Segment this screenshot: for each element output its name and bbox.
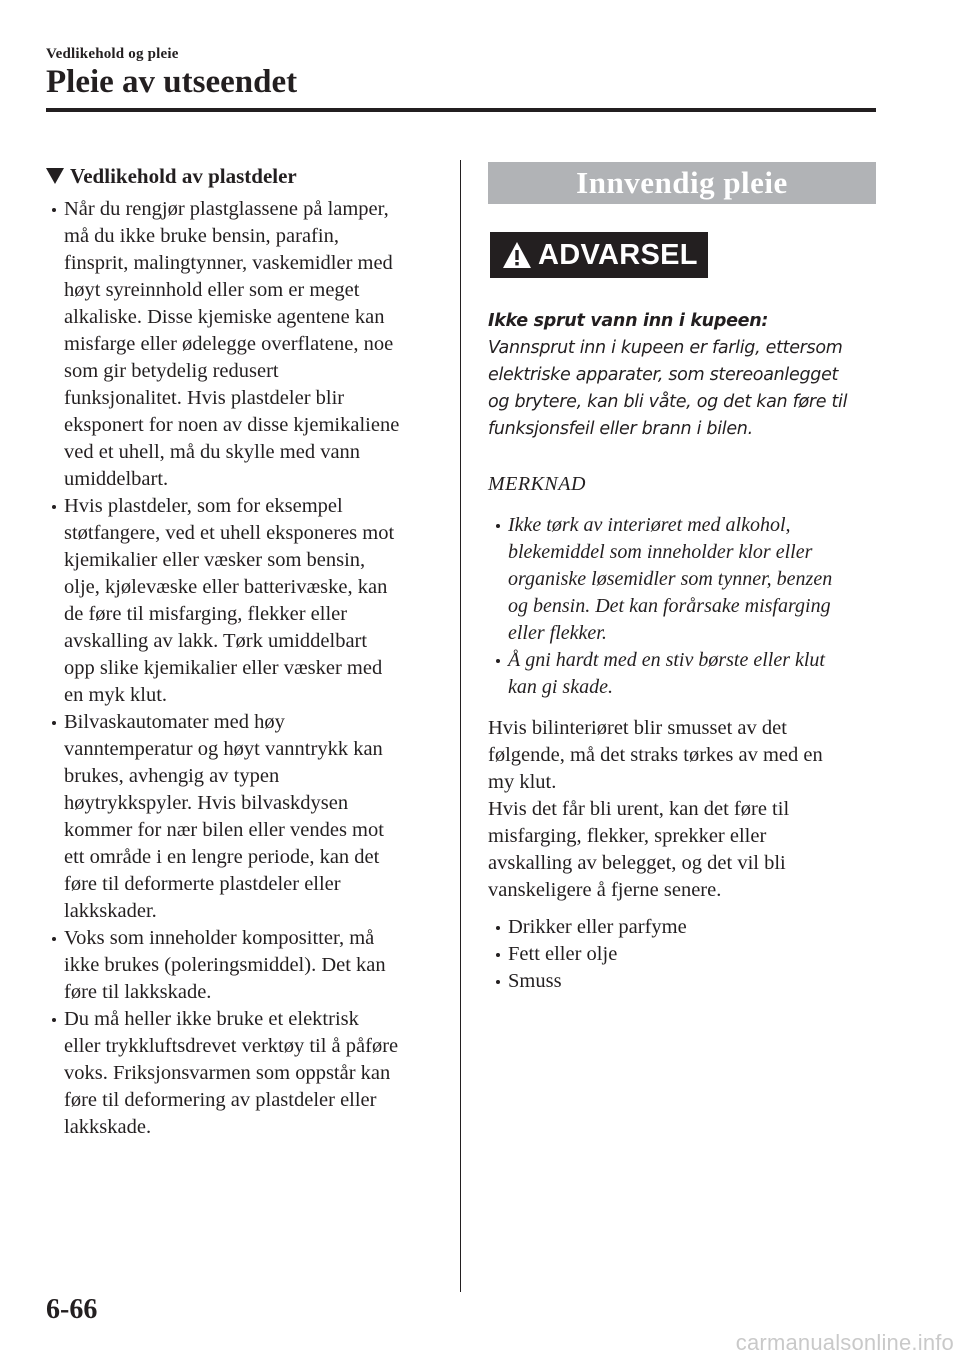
list-line: Du må heller ikke bruke et elektrisk	[64, 1008, 359, 1030]
list-line: føre til deformering av plastdeler eller	[64, 1089, 377, 1111]
list-line: de føre til misfarging, flekker eller	[64, 603, 348, 625]
bullet-icon	[52, 937, 56, 941]
list-line: umiddelbart.	[64, 468, 169, 490]
list-line: Når du rengjør plastglassene på lamper,	[64, 198, 389, 220]
warning-line: Vannsprut inn i kupeen er farlig, ettersom	[488, 338, 843, 358]
triangle-down-icon	[46, 168, 64, 184]
list-line: avskalling av lakk. Tørk umiddelbart	[64, 630, 368, 652]
stain-list	[488, 914, 878, 995]
paragraph-line: vanskeligere å fjerne senere.	[488, 879, 722, 901]
page-number: 6-66	[46, 1294, 98, 1325]
paragraph-line: avskalling av belegget, og det vil bli	[488, 852, 786, 874]
paragraph-line: Hvis bilinteriøret blir smusset av det	[488, 717, 787, 739]
list-line: føre til deformerte plastdeler eller	[64, 873, 341, 895]
list-line: høytrykkspyler. Hvis bilvaskdysen	[64, 792, 349, 814]
warning-line: og brytere, kan bli våte, og det kan føre til	[488, 392, 848, 412]
paragraph-line: misfarging, flekker, sprekker eller	[488, 825, 767, 847]
bullet-icon	[496, 659, 500, 663]
left-column	[46, 158, 438, 1141]
list-line: opp slike kjemikalier eller væsker med	[64, 657, 383, 679]
list-line: organiske løsemidler som tynner, benzen	[508, 568, 833, 590]
warning-label	[490, 232, 708, 278]
column-divider	[460, 160, 461, 1292]
warning-line: elektriske apparater, som stereoanlegget	[488, 365, 839, 385]
list-item	[46, 709, 438, 925]
bullet-icon	[52, 505, 56, 509]
paragraph-line: my klut.	[488, 771, 557, 793]
list-line: vanntemperatur og høyt vanntrykk kan	[64, 738, 383, 760]
warning-line: funksjonsfeil eller brann i bilen.	[488, 419, 753, 439]
list-line: Å gni hardt med en stiv børste eller klut	[508, 649, 825, 671]
list-line: Ikke tørk av interiøret med alkohol,	[508, 514, 791, 536]
list-line: funksjonalitet. Hvis plastdeler blir	[64, 387, 345, 409]
list-line: ved et uhell, må du skylle med vann	[64, 441, 361, 463]
note-list	[488, 512, 878, 701]
list-line: Hvis plastdeler, som for eksempel	[64, 495, 343, 517]
warning-triangle-icon	[502, 241, 532, 269]
paragraph-line: følgende, må det straks tørkes av med en	[488, 744, 823, 766]
bullet-icon	[52, 721, 56, 725]
list-line: finsprit, malingtynner, vaskemidler med	[64, 252, 393, 274]
list-line: eller trykkluftsdrevet verktøy til å påføre	[64, 1035, 399, 1057]
list-line: alkaliske. Disse kjemiske agentene kan	[64, 306, 385, 328]
note-heading: MERKNAD	[488, 473, 586, 495]
list-line: misfarge eller ødelegge overflatene, noe	[64, 333, 394, 355]
list-line: høyt syreinnhold eller som er meget	[64, 279, 360, 301]
list-item-text: Drikker eller parfyme	[508, 916, 687, 938]
list-line: eksponert for noen av disse kjemikaliene	[64, 414, 400, 436]
list-item	[46, 925, 438, 1006]
list-line: Voks som inneholder kompositter, må	[64, 927, 375, 949]
list-line: ett område i en lengre periode, kan det	[64, 846, 380, 868]
body-paragraph	[488, 715, 878, 904]
title-rule	[46, 108, 876, 112]
list-line: en myk klut.	[64, 684, 168, 706]
section-heading-text: Vedlikehold av plastdeler	[70, 164, 297, 188]
list-line: må du ikke bruke bensin, parafin,	[64, 225, 339, 247]
bullet-icon	[496, 524, 500, 528]
list-item-text: Fett eller olje	[508, 943, 618, 965]
list-line: blekemiddel som inneholder klor eller	[508, 541, 813, 563]
section-banner-interior-care: Innvendig pleie	[488, 162, 876, 204]
plastic-care-list	[46, 196, 438, 1141]
right-column	[488, 162, 878, 995]
section-heading-plastic	[46, 158, 438, 194]
bullet-icon	[52, 1018, 56, 1022]
bullet-icon	[496, 953, 500, 957]
bullet-icon	[52, 208, 56, 212]
list-item	[488, 941, 878, 968]
list-item-text: Smuss	[508, 970, 562, 992]
list-line: og bensin. Det kan forårsake misfarging	[508, 595, 831, 617]
list-line: eller flekker.	[508, 622, 607, 644]
list-line: kjemikalier eller væsker som bensin,	[64, 549, 366, 571]
list-item	[46, 196, 438, 493]
list-line: støtfangere, ved et uhell eksponeres mot	[64, 522, 395, 544]
paragraph-line: Hvis det får bli urent, kan det føre til	[488, 798, 790, 820]
list-item	[488, 512, 878, 647]
list-line: Bilvaskautomater med høy	[64, 711, 285, 733]
warning-heading: Ikke sprut vann inn i kupeen:	[488, 311, 769, 331]
page-title: Pleie av utseendet	[46, 64, 298, 100]
list-line: voks. Friksjonsvarmen som oppstår kan	[64, 1062, 391, 1084]
list-line: føre til lakkskade.	[64, 981, 212, 1003]
warning-body	[488, 335, 878, 443]
list-item	[488, 914, 878, 941]
list-line: kan gi skade.	[508, 676, 613, 698]
list-line: brukes, avhengig av typen	[64, 765, 280, 787]
list-line: olje, kjølevæske eller batterivæske, kan	[64, 576, 388, 598]
list-item	[488, 968, 878, 995]
list-item	[488, 647, 878, 701]
list-line: lakkskade.	[64, 1116, 152, 1138]
list-line: som gir betydelig redusert	[64, 360, 279, 382]
warning-label-text: ADVARSEL	[538, 238, 698, 271]
watermark: carmanualsonline.info	[735, 1330, 954, 1355]
list-line: lakkskader.	[64, 900, 157, 922]
bullet-icon	[496, 926, 500, 930]
list-line: kommer for nær bilen eller vendes mot	[64, 819, 384, 841]
bullet-icon	[496, 980, 500, 984]
list-line: ikke brukes (poleringsmiddel). Det kan	[64, 954, 386, 976]
list-item	[46, 493, 438, 709]
breadcrumb: Vedlikehold og pleie	[46, 46, 179, 62]
list-item	[46, 1006, 438, 1141]
